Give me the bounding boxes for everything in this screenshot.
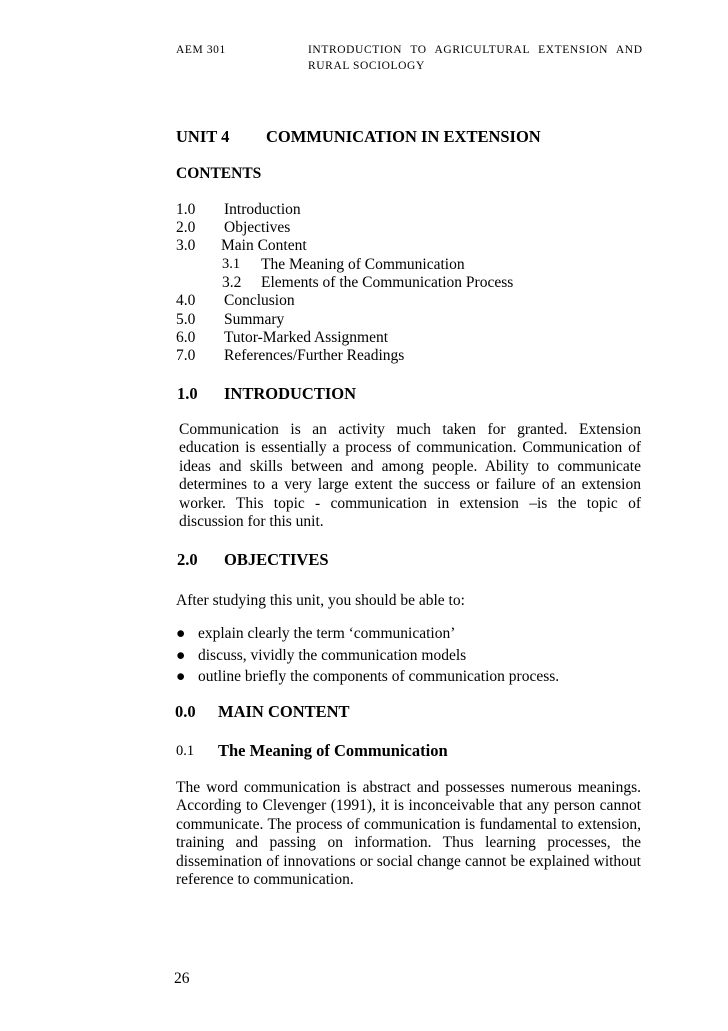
main-content-section-number: 0.0 [175,702,196,721]
unit-title: COMMUNICATION IN EXTENSION [266,127,541,146]
list-item [176,668,559,690]
toc-item-label: Conclusion [224,292,295,309]
toc-item-label: Objectives [224,219,291,236]
meaning-paragraph: The word communication is abstract and possesses numerous meanings. According to Clevenger (1991), it is inconceivable that any person cannot communicate. The process of communication is fundamental to extension, training and passing on information. Thus learning processes, the dissemination of innovations or social change cannot be explained without reference to communication. [176,779,641,889]
list-item [176,647,559,669]
toc-subitem-label: The Meaning of Communication [261,256,465,273]
toc-item-number: 3.0 [176,237,196,254]
toc-item-number: 5.0 [176,311,196,328]
toc-item-number: 6.0 [176,329,196,346]
toc-item-label: Tutor-Marked Assignment [224,329,389,346]
objective-text: discuss, vividly the communication models [198,646,467,664]
toc-item-label: References/Further Readings [224,347,405,364]
list-item [176,625,559,647]
bullet-icon: ● [176,668,186,685]
toc-item-label: Introduction [224,201,301,218]
toc-subitem-number: 3.1 [222,256,241,272]
subsection-title: The Meaning of Communication [218,741,448,760]
toc-item-label: Summary [224,311,285,328]
header-course-title-line1: INTRODUCTION TO AGRICULTURAL EXTENSION AND [308,44,643,56]
toc-item-number: 4.0 [176,292,196,309]
toc-item-number: 2.0 [176,219,196,236]
header-course-code: AEM 301 [176,44,226,56]
objective-text: explain clearly the term ‘communication’ [198,625,456,642]
bullet-icon: ● [176,646,186,664]
objective-text: outline briefly the components of communication process. [198,668,560,685]
page-number: 26 [174,970,190,987]
header-course-title-line2: RURAL SOCIOLOGY [308,60,425,72]
objectives-section-title: OBJECTIVES [224,550,329,569]
subsection-number: 0.1 [176,743,195,759]
objectives-list [176,625,559,690]
main-content-section-title: MAIN CONTENT [218,702,350,721]
toc-item-label: Main Content [221,237,307,254]
unit-number: UNIT 4 [176,127,230,146]
objectives-intro: After studying this unit, you should be able to: [176,592,465,609]
introduction-paragraph: Communication is an activity much taken for granted. Extension education is essentially a process of communication. Communication of ideas and skills between and among people. Ability to communicate determines to a very large extent the success or failure of an extension worker. This topic - communication in extension –is the topic of discussion for this unit. [179,421,641,531]
objectives-section-number: 2.0 [177,550,198,569]
introduction-section-title: INTRODUCTION [224,384,357,403]
toc-subitem-label: Elements of the Communication Process [261,274,514,291]
toc-subitem-number: 3.2 [222,274,242,291]
bullet-icon: ● [176,625,186,642]
toc-item-number: 1.0 [176,201,196,218]
introduction-section-number: 1.0 [177,384,198,403]
contents-heading: CONTENTS [176,165,262,182]
toc-item-number: 7.0 [176,347,196,364]
